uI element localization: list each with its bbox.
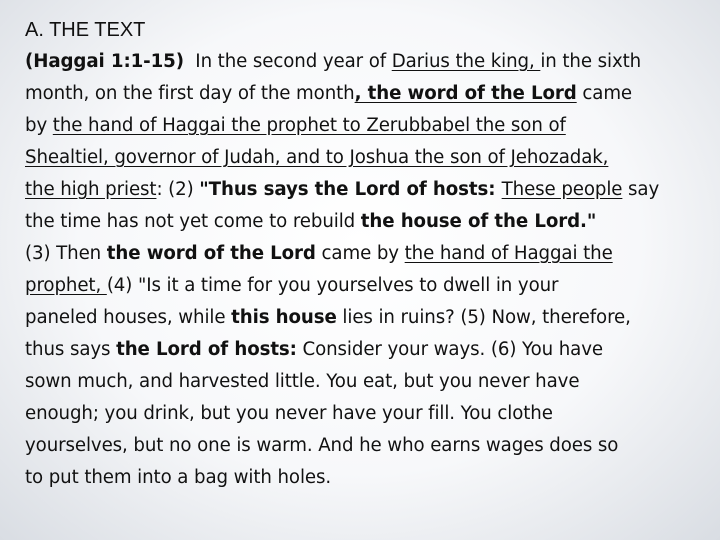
passage-text: yourselves, but no one is warm. And he who earns wages does so bbox=[25, 435, 619, 456]
underlined-text: the hand of Haggai the bbox=[404, 243, 613, 264]
passage-line bbox=[25, 302, 705, 334]
passage-line bbox=[25, 366, 705, 398]
passage-line bbox=[25, 430, 705, 462]
passage-text: sown much, and harvested little. You eat, but you never have bbox=[25, 371, 580, 392]
passage-line bbox=[25, 238, 705, 270]
underlined-text: , the word of the Lord bbox=[354, 83, 577, 104]
passage-text: : (2) bbox=[156, 179, 200, 200]
passage-text: to put them into a bag with holes. bbox=[25, 467, 332, 488]
passage-line bbox=[25, 142, 705, 174]
passage-text: say bbox=[622, 179, 660, 200]
underlined-text: Darius the king, bbox=[391, 51, 541, 72]
passage-text: (4) "Is it a time for you yourselves to dwell in your bbox=[106, 275, 559, 296]
bold-text: "Thus says the Lord of hosts: bbox=[199, 179, 502, 200]
passage-text: came by bbox=[315, 243, 405, 264]
bold-text: the house of the Lord." bbox=[360, 211, 597, 232]
bold-text: this house bbox=[231, 307, 337, 328]
passage-line bbox=[25, 462, 705, 494]
bold-text: the Lord of hosts: bbox=[116, 339, 297, 360]
bold-text: the word of the Lord bbox=[106, 243, 316, 264]
passage-line bbox=[25, 110, 705, 142]
underlined-text: the high priest bbox=[25, 179, 157, 200]
passage-text: In the second year of bbox=[183, 51, 392, 72]
passage-line bbox=[25, 270, 705, 302]
section-heading: A. THE TEXT bbox=[25, 19, 146, 41]
passage-line bbox=[25, 206, 705, 238]
passage-text: the time has not yet come to rebuild bbox=[25, 211, 361, 232]
passage-line bbox=[25, 334, 705, 366]
slide-content bbox=[25, 14, 705, 494]
bold-text: (Haggai 1:1-15) bbox=[25, 51, 184, 72]
underlined-text: These people bbox=[501, 179, 623, 200]
passage-text: month, on the first day of the month bbox=[25, 83, 355, 104]
passage-text: lies in ruins? (5) Now, therefore, bbox=[336, 307, 631, 328]
underlined-text: prophet, bbox=[25, 275, 107, 296]
passage-text: came bbox=[576, 83, 633, 104]
passage-line bbox=[25, 46, 705, 78]
passage-text: Consider your ways. (6) You have bbox=[296, 339, 603, 360]
passage-text: by bbox=[25, 115, 53, 136]
underlined-text: Shealtiel, governor of Judah, and to Joshua the son of Jehozadak, bbox=[25, 147, 609, 168]
passage-line bbox=[25, 398, 705, 430]
passage-text: in the sixth bbox=[540, 51, 642, 72]
passage-line bbox=[25, 78, 705, 110]
passage-text: enough; you drink, but you never have your fill. You clothe bbox=[25, 403, 553, 424]
passage-text: (3) Then bbox=[25, 243, 107, 264]
passage-text: paneled houses, while bbox=[25, 307, 232, 328]
passage-line bbox=[25, 174, 705, 206]
underlined-text: the hand of Haggai the prophet to Zerubbabel the son of bbox=[52, 115, 566, 136]
passage-text: thus says bbox=[25, 339, 117, 360]
scripture-passage bbox=[25, 46, 705, 494]
